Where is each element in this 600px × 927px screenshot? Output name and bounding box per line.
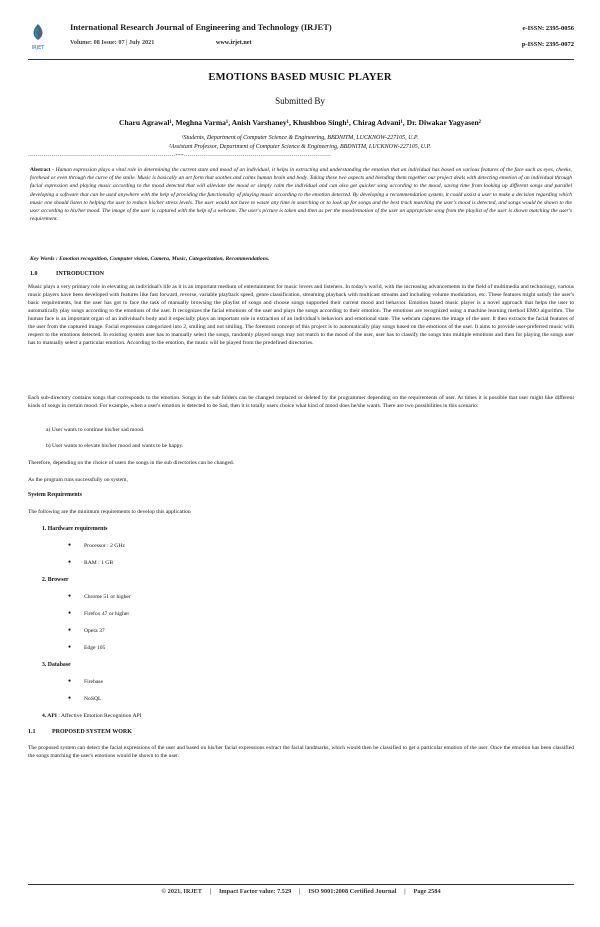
api-text: : Affective Emotion Recognition API	[58, 713, 142, 719]
list-item: ● Firefox 47 or higher	[84, 611, 129, 617]
list-item: ● RAM : 1 GB	[84, 560, 113, 566]
list-item: ● NoSQL	[84, 696, 101, 702]
author-list: Charu Agrawal¹, Meghna Varma¹, Anish Varshaney¹, Khushboo Singh¹, Chirag Advani¹, Dr. Diwakar Yagyasen²	[119, 118, 481, 127]
group-api	[42, 713, 142, 719]
intro-paragraph-4: As the program runs successfully on system,	[28, 477, 128, 483]
list-item: ● Opera 37	[84, 628, 105, 634]
journal-website[interactable]: www.irjet.net	[215, 39, 252, 46]
section-heading-proposed: PROPOSED SYSTEM WORK	[52, 729, 132, 735]
journal-header	[28, 20, 574, 60]
volume-issue	[70, 39, 252, 46]
e-issn: e-ISSN: 2395-0056	[522, 25, 574, 32]
volume-text: Volume: 08 Issue: 07 | July 2021	[70, 39, 155, 46]
intro-paragraph-1: Music plays a very primary role in elevating an individual's life as it is an important medium of entertainment for music lovers and listeners. In today's world, with the increasing advancements in the field of multimedia and technology, various music players have been developed with features like fast forward, reverse, variable playback speed, genre classification, streaming playback with multicast streams and including volume modulation, etc. These features might satisfy the user's basic requirements, but the user has got to face the task of manually browsing the playlist of songs and choose songs supported their current mood and behavior. Emotion based music player is a novel approach that helps the user to automatically play songs according to the emotions of the user. It recognizes the facial emotions of the user and plays the songs according to their emotion. The emotions are recognized using a machine learning method EMO algorithm. The human face is an important organ of an individual's body and it especially plays an important role in extraction of an individual's behaviors and emotional state. The webcam captures the image of the user. It then extracts the facial features of the user from the captured image. Facial expression categorized into 2, smiling and not smiling. The foremost concept of this project is to automatically play songs based on the emotions of the user. It aims to provide user-preferred music with respect to the emotions detected. In existing system user has to manually select the songs, randomly played songs may not match to the mood of the user, user has to classify the songs into multiple emotions and then for playing the songs user has to manually select a particular emotion. According to the emotion, the music will be played from the predefined directories.	[28, 284, 574, 346]
abstract-label: Abstract	[30, 167, 51, 173]
api-label: 4. API	[42, 713, 57, 719]
header-rule	[28, 59, 574, 60]
list-item: ● Firebase	[84, 679, 103, 685]
intro-paragraph-3: Therefore, depending on the choice of users the songs in the sub directories can be changed.	[28, 460, 235, 466]
keywords: Key Words : Emotion recognition, Computer vision, Camera, Music, Categorization, Recommendations.	[30, 256, 270, 262]
separator-line: ---------------------------------------------------------------------------***---------------------------------------------------------------------------	[28, 154, 332, 159]
irjet-logo	[28, 22, 48, 52]
proposed-paragraph: The proposed system can detect the facial expressions of the user and based on his/her facial expressions extract the facial landmarks, which would then be classified to get a particular emotion of the user. Once the emotion has been classified the songs matching the user's emotions would be shown to the user.	[28, 745, 574, 759]
page-footer	[28, 888, 574, 895]
footer-rule	[28, 884, 574, 885]
scenario-a: a) User wants to continue his/her sad mood.	[46, 427, 145, 433]
section-heading-intro: INTRODUCTION	[56, 271, 105, 277]
intro-paragraph-2: Each sub-directory contains songs that corresponds to the emotion. Songs in the sub folders can be changed /replaced or deleted by the programmer depending on the requirements of user. At times it is possible that user might like different kinds of songs in certain mood. For example, when a user's emotion is detected to be Sad, then it is totally users choice what kind of mood does he/she wants. There are two possibilities in this scenario:	[28, 395, 574, 409]
section-number-proposed: 1.1	[28, 729, 36, 735]
group-browser: 2. Browser	[42, 577, 69, 583]
footer-text: © 2021, IRJET | Impact Factor value: 7.529 | ISO 9001:2008 Certified Journal | Page 2584	[161, 888, 441, 895]
affiliation-professor: ²Assistant Professor, Department of Computer Science & Engineering, BBDNITM, LUCKNOW-227105, U.P.	[169, 144, 431, 150]
section-number-intro: 1.0	[30, 271, 38, 277]
group-hardware: 1. Hardware requirements	[42, 526, 108, 532]
requirements-intro: The following are the minimum requirements to develop this application	[28, 509, 191, 515]
abstract-text: - Human expression plays a vital role in determining the current state and mood of an individual, it helps in extracting and understanding the emotion that an individual has based on various features of the face such as eyes, cheeks, forehead or even through the curve of the smile. Music is basically an art form that soothes and calms human brain and body. Taking these two aspects and blending them together our project deals with detecting emotion of an individual through facial expression and playing music according to the mood detected that will alleviate the mood or simply calm the individual and can also get quicker song according to the mood, saving time from looking up different songs and parallel developing a software that can be used anywhere with the help of providing the functionality of playing music according to the emotion detected. By developing a recommendation system, it could assist a user to make a decision regarding which music one should listen to helping the user to reduce his/her stress levels. The user would not have to waste any time in searching or to look up for songs and the best track matching the user's mood is detected, and songs would be shown to the user according to his/her mood. The image of the user is captured with the help of a webcam. The user's picture is taken and then as per the mood/emotion of the user an appropriate song from the playlist of the user is shown matching the user's requirement.	[30, 167, 572, 223]
paper-title: EMOTIONS BASED MUSIC PLAYER	[208, 72, 392, 83]
requirements-heading: System Requirements	[28, 492, 82, 498]
list-item: ● Processor : 2 GHz	[84, 543, 125, 549]
abstract	[30, 166, 572, 223]
list-item: ● Chrome 51 or higher	[84, 594, 131, 600]
scenario-b: b) User wants to elevate his/her mood and wants to be happy.	[46, 443, 184, 449]
journal-name: International Research Journal of Engineering and Technology (IRJET)	[70, 22, 332, 32]
list-item: ● Edge 105	[84, 645, 105, 651]
p-issn: p-ISSN: 2395-0072	[521, 41, 574, 48]
logo-text: IRJET	[31, 45, 45, 51]
affiliation-students: ¹Students, Department of Computer Science & Engineering, BBDNITM, LUCKNOW-227105, U.P.	[181, 135, 419, 141]
submitted-by: Submitted By	[275, 96, 325, 106]
group-database: 3. Database	[42, 662, 71, 668]
